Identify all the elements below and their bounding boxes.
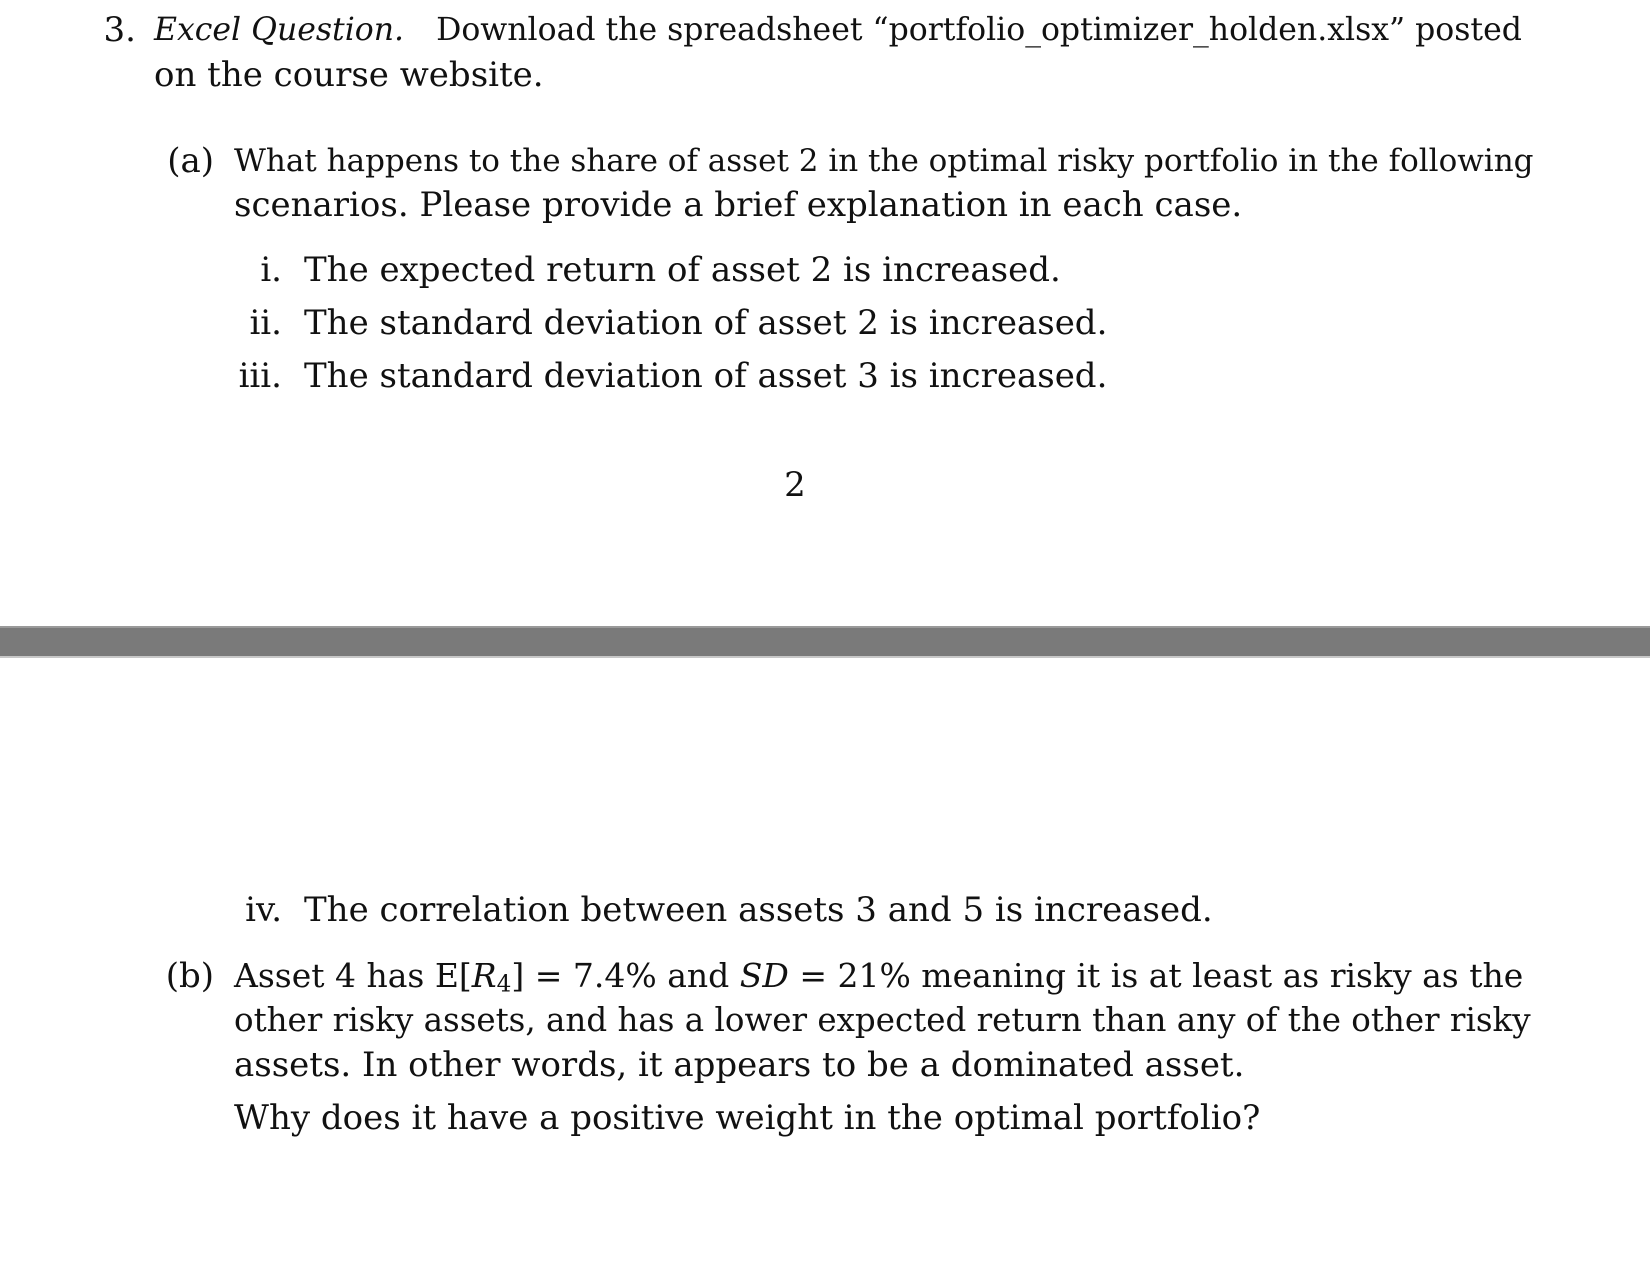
item-i-label: i. (260, 250, 282, 290)
page-top (0, 0, 1650, 626)
part-b-var-sub: 4 (496, 971, 512, 998)
item-iii-label: iii. (238, 356, 282, 396)
question-number: 3. (103, 10, 136, 50)
part-b-line1-pre: Asset 4 has E[ (234, 956, 472, 995)
question-intro-line2: on the course website. (154, 55, 544, 95)
item-ii-label: ii. (249, 303, 282, 343)
item-iii-text: The standard deviation of asset 3 is increased. (304, 356, 1108, 396)
item-iv-label: iv. (245, 890, 282, 930)
question-intro-line1 (154, 8, 1528, 52)
part-b-line3: assets. In other words, it appears to be a dominated asset. (234, 1045, 1245, 1085)
part-a-line1: What happens to the share of asset 2 in the optimal risky portfolio in the following (234, 143, 1534, 179)
part-b-line1-mid: ] = 7.4% and (511, 956, 730, 995)
part-b-var-sd: SD (739, 956, 789, 995)
page-number: 2 (784, 465, 806, 505)
page-bottom (0, 658, 1650, 1286)
part-b-question: Why does it have a positive weight in the optimal portfolio? (234, 1098, 1261, 1138)
part-a-label: (a) (167, 141, 214, 181)
part-b-label: (b) (165, 956, 214, 996)
page-separator (0, 626, 1650, 658)
item-i-text: The expected return of asset 2 is increased. (304, 250, 1061, 290)
item-iv-text: The correlation between assets 3 and 5 is increased. (304, 890, 1213, 930)
part-b-var-r: R (471, 956, 497, 995)
part-b-line1-post: = 21% meaning it is at least as risky as the (799, 956, 1524, 995)
question-intro-text: Download the spreadsheet “portfolio_optimizer_holden.xlsx” posted (436, 12, 1522, 48)
question-title: Excel Question. (154, 12, 405, 48)
item-ii-text: The standard deviation of asset 2 is increased. (304, 303, 1108, 343)
part-a-line2: scenarios. Please provide a brief explanation in each case. (234, 185, 1243, 225)
part-b-line2: other risky assets, and has a lower expected return than any of the other risky (234, 1001, 1531, 1039)
